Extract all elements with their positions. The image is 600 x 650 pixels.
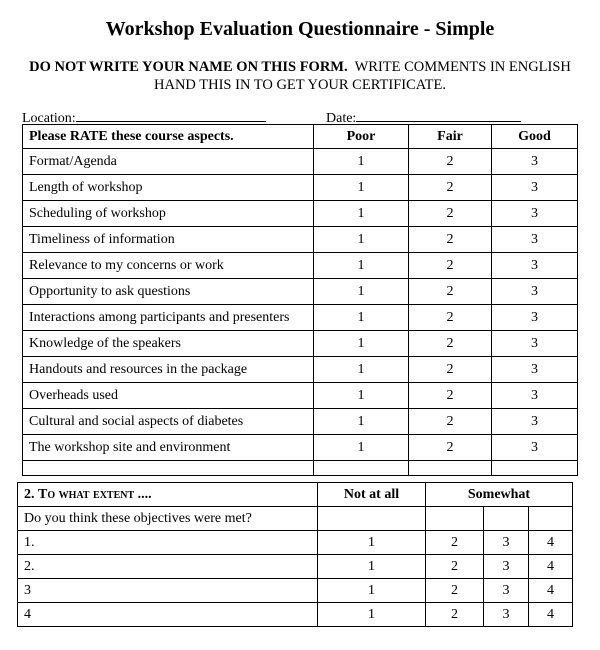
rating-aspect-label: Timeliness of information xyxy=(23,227,314,253)
rating-option-2[interactable]: 2 xyxy=(409,435,492,461)
rating-row xyxy=(23,149,578,175)
rating-option-2[interactable]: 2 xyxy=(409,383,492,409)
extent-question-row xyxy=(18,507,573,531)
extent-option-3[interactable]: 3 xyxy=(484,603,529,627)
rating-option-2[interactable]: 2 xyxy=(409,279,492,305)
rating-row xyxy=(23,409,578,435)
extent-item-label[interactable]: 2. xyxy=(18,555,318,579)
extent-option-3[interactable]: 3 xyxy=(484,531,529,555)
rating-aspect-label: Scheduling of workshop xyxy=(23,201,314,227)
date-blank[interactable] xyxy=(356,108,521,122)
rating-option-3[interactable]: 3 xyxy=(492,227,578,253)
rating-option-2[interactable]: 2 xyxy=(409,149,492,175)
rating-header-aspect: Please RATE these course aspects. xyxy=(23,125,314,149)
rating-empty-cell xyxy=(23,461,314,476)
extent-row xyxy=(18,603,573,627)
rating-option-2[interactable]: 2 xyxy=(409,409,492,435)
rating-header-good: Good xyxy=(492,125,578,149)
extent-option-2[interactable]: 2 xyxy=(426,531,484,555)
rating-aspect-label: Cultural and social aspects of diabetes xyxy=(23,409,314,435)
rating-aspect-label: Knowledge of the speakers xyxy=(23,331,314,357)
rating-option-1[interactable]: 1 xyxy=(314,201,409,227)
rating-row xyxy=(23,383,578,409)
extent-item-label[interactable]: 3 xyxy=(18,579,318,603)
date-label: Date: xyxy=(326,111,357,126)
rating-option-2[interactable]: 2 xyxy=(409,175,492,201)
rating-option-1[interactable]: 1 xyxy=(314,305,409,331)
rating-row xyxy=(23,253,578,279)
extent-empty-cell xyxy=(426,507,484,531)
rating-option-2[interactable]: 2 xyxy=(409,201,492,227)
rating-option-1[interactable]: 1 xyxy=(314,175,409,201)
rating-option-2[interactable]: 2 xyxy=(409,253,492,279)
location-blank[interactable] xyxy=(76,108,266,122)
extent-option-2[interactable]: 2 xyxy=(426,579,484,603)
extent-empty-cell xyxy=(484,507,529,531)
rating-row xyxy=(23,357,578,383)
rating-empty-cell xyxy=(314,461,409,476)
extent-header-row xyxy=(18,483,573,507)
rating-option-1[interactable]: 1 xyxy=(314,279,409,305)
rating-option-1[interactable]: 1 xyxy=(314,409,409,435)
extent-option-4[interactable]: 4 xyxy=(529,603,573,627)
extent-option-4[interactable]: 4 xyxy=(529,531,573,555)
rating-option-3[interactable]: 3 xyxy=(492,201,578,227)
rating-option-1[interactable]: 1 xyxy=(314,253,409,279)
rating-option-1[interactable]: 1 xyxy=(314,383,409,409)
rating-option-1[interactable]: 1 xyxy=(314,149,409,175)
rating-option-2[interactable]: 2 xyxy=(409,357,492,383)
extent-option-4[interactable]: 4 xyxy=(529,555,573,579)
extent-row xyxy=(18,555,573,579)
rating-option-3[interactable]: 3 xyxy=(492,305,578,331)
extent-heading-text: To what extent .... xyxy=(38,486,152,502)
location-label: Location: xyxy=(22,111,76,126)
rating-table xyxy=(22,124,578,476)
rating-option-3[interactable]: 3 xyxy=(492,149,578,175)
extent-row xyxy=(18,531,573,555)
rating-aspect-label: Format/Agenda xyxy=(23,149,314,175)
rating-aspect-label: Opportunity to ask questions xyxy=(23,279,314,305)
rating-empty-cell xyxy=(409,461,492,476)
extent-heading-number: 2. xyxy=(24,486,38,502)
extent-option-2[interactable]: 2 xyxy=(426,555,484,579)
rating-option-1[interactable]: 1 xyxy=(314,227,409,253)
rating-row xyxy=(23,279,578,305)
rating-aspect-label: Overheads used xyxy=(23,383,314,409)
extent-option-4[interactable]: 4 xyxy=(529,579,573,603)
rating-spacer-row xyxy=(23,461,578,476)
extent-option-2[interactable]: 2 xyxy=(426,603,484,627)
rating-row xyxy=(23,175,578,201)
rating-option-2[interactable]: 2 xyxy=(409,331,492,357)
rating-option-3[interactable]: 3 xyxy=(492,435,578,461)
rating-header-row xyxy=(23,125,578,149)
rating-row xyxy=(23,201,578,227)
extent-header-somewhat: Somewhat xyxy=(426,483,573,507)
rating-option-3[interactable]: 3 xyxy=(492,175,578,201)
extent-option-3[interactable]: 3 xyxy=(484,555,529,579)
rating-option-3[interactable]: 3 xyxy=(492,253,578,279)
rating-row xyxy=(23,331,578,357)
rating-aspect-label: Handouts and resources in the package xyxy=(23,357,314,383)
rating-row xyxy=(23,305,578,331)
rating-option-3[interactable]: 3 xyxy=(492,357,578,383)
rating-option-3[interactable]: 3 xyxy=(492,331,578,357)
extent-header-not-at-all: Not at all xyxy=(318,483,426,507)
rating-option-1[interactable]: 1 xyxy=(314,357,409,383)
english-instruction: WRITE COMMENTS IN ENGLISH xyxy=(354,59,571,75)
extent-row xyxy=(18,579,573,603)
extent-empty-cell xyxy=(529,507,573,531)
rating-option-3[interactable]: 3 xyxy=(492,279,578,305)
rating-option-3[interactable]: 3 xyxy=(492,409,578,435)
extent-item-label[interactable]: 1. xyxy=(18,531,318,555)
rating-aspect-label: Relevance to my concerns or work xyxy=(23,253,314,279)
extent-option-1[interactable]: 1 xyxy=(318,555,426,579)
extent-empty-cell xyxy=(318,507,426,531)
rating-header-fair: Fair xyxy=(409,125,492,149)
rating-option-3[interactable]: 3 xyxy=(492,383,578,409)
instructions xyxy=(0,58,600,94)
extent-table xyxy=(17,482,573,627)
extent-option-1[interactable]: 1 xyxy=(318,531,426,555)
no-name-warning: DO NOT WRITE YOUR NAME ON THIS FORM. xyxy=(29,59,348,75)
extent-item-label[interactable]: 4 xyxy=(18,603,318,627)
extent-question: Do you think these objectives were met? xyxy=(18,507,318,531)
rating-header-poor: Poor xyxy=(314,125,409,149)
form-title: Workshop Evaluation Questionnaire - Simple xyxy=(105,18,495,40)
rating-aspect-label: Interactions among participants and presenters xyxy=(23,305,314,331)
rating-option-2[interactable]: 2 xyxy=(409,305,492,331)
rating-aspect-label: Length of workshop xyxy=(23,175,314,201)
extent-option-3[interactable]: 3 xyxy=(484,579,529,603)
extent-option-1[interactable]: 1 xyxy=(318,579,426,603)
extent-heading xyxy=(18,483,318,507)
rating-aspect-label: The workshop site and environment xyxy=(23,435,314,461)
rating-row xyxy=(23,435,578,461)
rating-row xyxy=(23,227,578,253)
extent-option-1[interactable]: 1 xyxy=(318,603,426,627)
rating-option-2[interactable]: 2 xyxy=(409,227,492,253)
rating-option-1[interactable]: 1 xyxy=(314,435,409,461)
rating-option-1[interactable]: 1 xyxy=(314,331,409,357)
certificate-instruction: HAND THIS IN TO GET YOUR CERTIFICATE. xyxy=(154,77,446,93)
rating-empty-cell xyxy=(492,461,578,476)
